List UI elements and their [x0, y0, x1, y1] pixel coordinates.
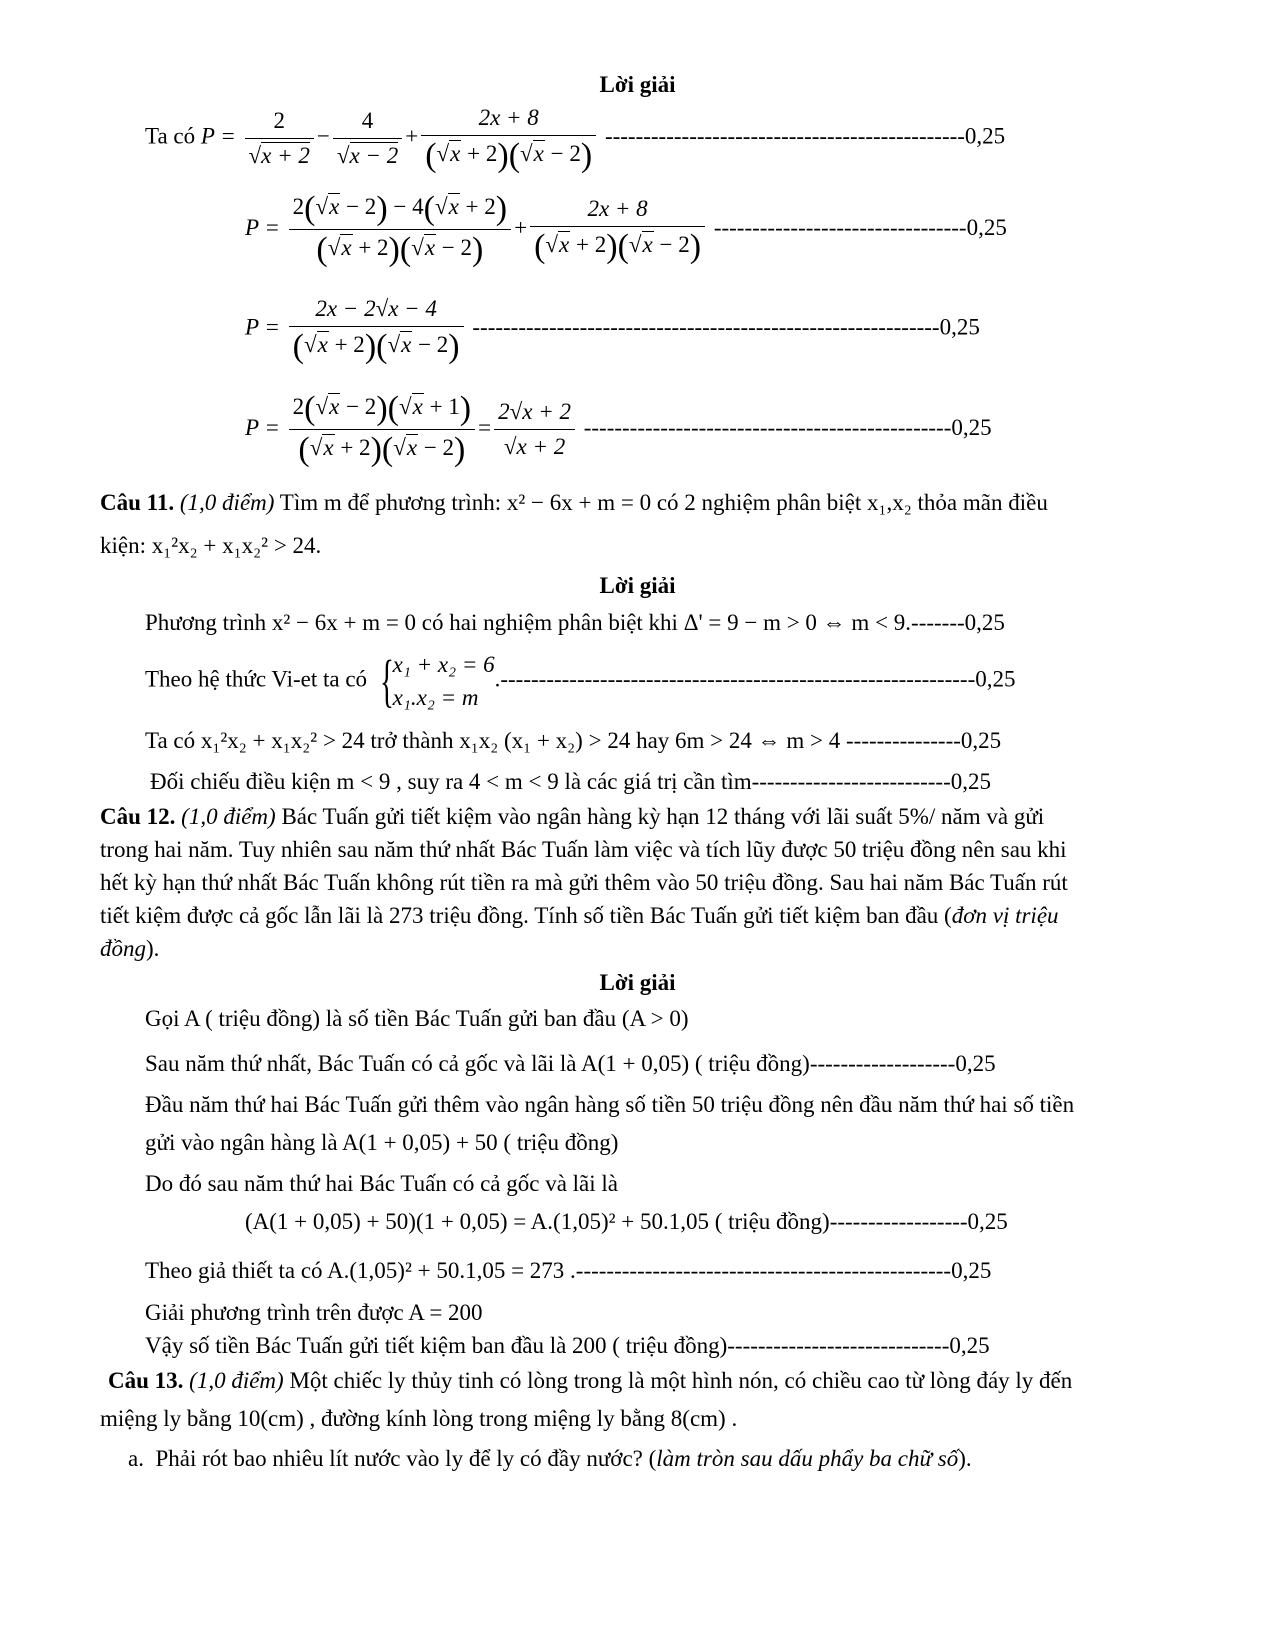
- q11-prompt-line1: Câu 11. (1,0 điểm) Tìm m để phương trình: x² − 6x + m = 0 có 2 nghiệm phân biệt x₁,x₂ thỏa mãn điều: [100, 490, 1048, 515]
- q11-sol-line2: Theo hệ thức Vi-et ta có { x₁ + x₂ = 6 x₁.x₂ = m .--------------------------------------------------------------0,25: [145, 648, 1016, 714]
- score-marker: -----------------------------------------------0,25: [604, 123, 1006, 149]
- frac-factored: $\frac{2(√ x - 2)(√ x + 1)}{(√ x + 2)(√ x - 2)}$: [289, 392, 475, 467]
- step1-lhs: P =: [200, 123, 236, 149]
- q12-prompt-line2: trong hai năm. Tuy nhiên sau năm thứ nhất Bác Tuấn làm việc và tích lũy được 50 triệu đồng nên sau khi: [100, 837, 1067, 862]
- score-marker: ------------------------------------------------0,25: [583, 414, 992, 440]
- frac-2x-plus-8: $\frac{2x + 8}{(√ x + 2)(√ x - 2)}$: [421, 104, 596, 173]
- q12-sol-line6: (A(1 + 0,05) + 50)(1 + 0,05) = A.(1,05)² + 50.1,05 ( triệu đồng)------------------0,25: [245, 1209, 1008, 1234]
- question-points: (1,0 điểm): [189, 1368, 284, 1393]
- frac-4-over-sqrtx-minus-2: $\frac{4}{√x - 2}$: [333, 107, 402, 169]
- frac-simplified: $\frac{2x - 2√x - 4}{(√ x + 2)(√ x - 2)}$: [289, 295, 464, 364]
- solution-heading: Lời giải: [599, 970, 676, 995]
- q10-step2: P = $\frac{2(√ x - 2) - 4(√ x + 2)}{(√ x + 2)(√ x - 2)}$ + $\frac{2x + 8}{(√ x + 2)(√ x - 2)}$ ---------------------------------0,25: [245, 192, 1007, 267]
- solution-heading: Lời giải: [599, 72, 676, 97]
- question-label: Câu 13.: [108, 1368, 184, 1393]
- vieta-system: x₁ + x₂ = 6 x₁.x₂ = m: [392, 652, 495, 711]
- step1-prefix: Ta có: [145, 123, 196, 149]
- frac-combined-numerators: $\frac{2(√ x - 2) - 4(√ x + 2)}{(√ x + 2)(√ x - 2)}$: [289, 192, 511, 267]
- score-marker: ---------------------------------0,25: [713, 214, 1007, 240]
- solution-heading: Lời giải: [599, 573, 676, 598]
- q13-prompt-line2: miệng ly bằng 10(cm) , đường kính lòng trong miệng ly bằng 8(cm) .: [100, 1406, 738, 1431]
- q11-sol-line3: Ta có x₁²x₂ + x₁x₂² > 24 trở thành x₁x₂ (x₁ + x₂) > 24 hay 6m > 24 ⇔ m > 4 ---------------0,25: [145, 728, 1002, 753]
- q12-sol-line5: Do đó sau năm thứ hai Bác Tuấn có cả gốc và lãi là: [145, 1171, 618, 1196]
- q12-prompt-line1: Câu 12. (1,0 điểm) Bác Tuấn gửi tiết kiệm vào ngân hàng kỳ hạn 12 tháng với lãi suất 5%/ năm và gửi: [100, 804, 1045, 829]
- frac-2x-plus-8-b: $\frac{2x + 8}{(√ x + 2)(√ x - 2)}$: [530, 195, 705, 264]
- q12-sol-line4: gửi vào ngân hàng là A(1 + 0,05) + 50 ( triệu đồng): [145, 1130, 619, 1155]
- q10-step4: P = $\frac{2(√ x - 2)(√ x + 1)}{(√ x + 2)(√ x - 2)}$ = $\frac{2√x + 2}{√x + 2}$ ------------------------------------------------0,25: [245, 392, 992, 467]
- q11-sol-line4: Đối chiếu điều kiện m < 9 , suy ra 4 < m < 9 là các giá trị cần tìm--------------------------0,25: [150, 769, 992, 794]
- q12-prompt-line5: đồng).: [100, 936, 160, 961]
- q13-prompt-line1: Câu 13. (1,0 điểm) Một chiếc ly thủy tinh có lòng trong là một hình nón, có chiều cao từ lòng đáy ly đến: [108, 1368, 1073, 1393]
- item-marker: a.: [128, 1446, 144, 1471]
- q12-sol-line2: Sau năm thứ nhất, Bác Tuấn có cả gốc và lãi là A(1 + 0,05) ( triệu đồng)-------------------0,25: [145, 1051, 996, 1076]
- q10-step3: P = $\frac{2x - 2√x - 4}{(√ x + 2)(√ x - 2)}$ -------------------------------------------------------------0,25: [245, 295, 980, 364]
- question-points: (1,0 điểm): [179, 490, 275, 515]
- q12-sol-line8: Giải phương trình trên được A = 200: [145, 1300, 483, 1325]
- frac-final: $\frac{2√x + 2}{√x + 2}$: [494, 398, 575, 460]
- q12-prompt-line3: hết kỳ hạn thứ nhất Bác Tuấn không rút tiền ra mà gửi thêm vào 50 triệu đồng. Sau hai năm Bác Tuấn rút: [100, 870, 1068, 895]
- question-points: (1,0 điểm): [181, 804, 276, 829]
- question-label: Câu 12.: [100, 804, 176, 829]
- q12-sol-line7: Theo giả thiết ta có A.(1,05)² + 50.1,05 = 273 .-------------------------------------------------0,25: [145, 1258, 992, 1283]
- frac-2-over-sqrtx-plus-2: $\frac{2}{√x + 2}$: [245, 107, 314, 169]
- q13-item-a: a. Phải rót bao nhiêu lít nước vào ly để ly có đầy nước? (làm tròn sau dấu phẩy ba chữ số).: [128, 1446, 972, 1471]
- q11-prompt-line2: kiện: x₁²x₂ + x₁x₂² > 24.: [100, 533, 322, 558]
- q10-step1: Ta có P = $\frac{2}{√x + 2}$ − $\frac{4}{√x - 2}$ + $\frac{2x + 8}{(√ x + 2)(√ x - 2)}$ -----------------------------------------------0,25: [145, 104, 1005, 173]
- question-label: Câu 11.: [100, 490, 175, 515]
- score-marker: -------------------------------------------------------------0,25: [472, 314, 980, 340]
- q12-sol-line1: Gọi A ( triệu đồng) là số tiền Bác Tuấn gửi ban đầu (A > 0): [145, 1006, 689, 1031]
- q12-prompt-line4: tiết kiệm được cả gốc lẫn lãi là 273 triệu đồng. Tính số tiền Bác Tuấn gửi tiết kiệm ban đầu (đơn vị triệu: [100, 903, 1059, 928]
- q11-sol-line1: Phương trình x² − 6x + m = 0 có hai nghiệm phân biệt khi Δ' = 9 − m > 0 ⇔ m < 9.-------0,25: [145, 610, 1005, 635]
- q12-sol-line3: Đầu năm thứ hai Bác Tuấn gửi thêm vào ngân hàng số tiền 50 triệu đồng nên đầu năm thứ hai số tiền: [145, 1092, 1075, 1117]
- q12-sol-line9: Vậy số tiền Bác Tuấn gửi tiết kiệm ban đầu là 200 ( triệu đồng)-----------------------------0,25: [145, 1333, 990, 1358]
